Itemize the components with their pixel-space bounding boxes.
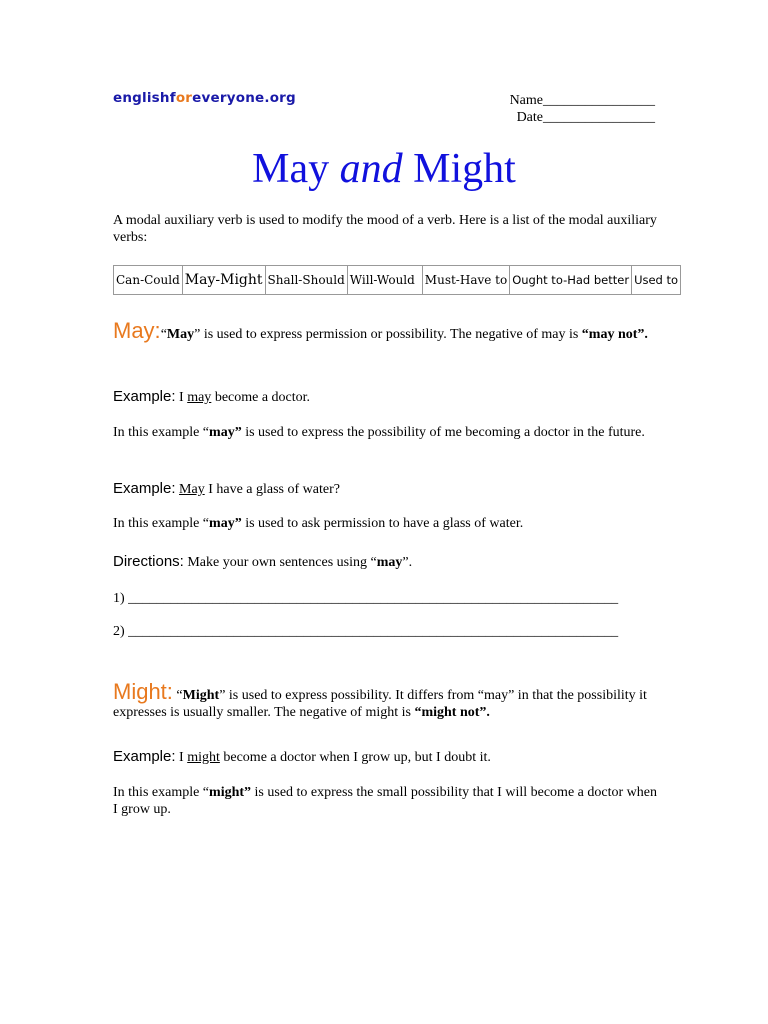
might-definition: Might: “Might” is used to express possibility. It differs from “may” in that the possibility it expresses is usually smaller. The negative of might is “might not”. xyxy=(113,679,647,720)
answer-line-1[interactable]: 1) ______________________________________________________________________ xyxy=(113,591,619,606)
may-heading: May: xyxy=(113,318,161,343)
may-explanation-2: In this example “may” is used to ask permission to have a glass of water. xyxy=(113,516,524,531)
modal-cell: Ought to-Had better xyxy=(510,266,632,295)
might-heading: Might: xyxy=(113,679,173,704)
modal-verbs-table xyxy=(113,265,681,295)
may-example-2: Example: May I have a glass of water? xyxy=(113,480,340,497)
modal-cell: May-Might xyxy=(182,266,265,295)
name-date-box xyxy=(510,92,655,126)
page-title: May and Might xyxy=(252,146,516,192)
might-example: Example: I might become a doctor when I grow up, but I doubt it. xyxy=(113,748,491,765)
may-definition: May:“May” is used to express permission or possibility. The negative of may is “may not”. xyxy=(113,318,648,343)
modal-cell: Used to xyxy=(632,266,681,295)
site-logo: englishforeveryone.org xyxy=(113,90,296,106)
may-explanation-1: In this example “may” is used to express the possibility of me becoming a doctor in the future. xyxy=(113,425,645,440)
might-explanation: In this example “might” is used to express the small possibility that I will become a doctor when I grow up. xyxy=(113,785,657,817)
modal-cell: Can-Could xyxy=(114,266,183,295)
may-directions: Directions: Make your own sentences using “may”. xyxy=(113,553,413,570)
date-field: Date________________ xyxy=(516,110,655,125)
may-example-1: Example: I may become a doctor. xyxy=(113,388,311,405)
answer-line-2[interactable]: 2) ______________________________________________________________________ xyxy=(113,624,619,639)
modal-cell: Will-Would xyxy=(347,266,422,295)
name-field: Name________________ xyxy=(509,93,655,108)
intro-text: A modal auxiliary verb is used to modify the mood of a verb. Here is a list of the modal auxiliary verbs: xyxy=(113,213,657,245)
modal-cell: Must-Have to xyxy=(422,266,509,295)
modal-cell: Shall-Should xyxy=(265,266,347,295)
